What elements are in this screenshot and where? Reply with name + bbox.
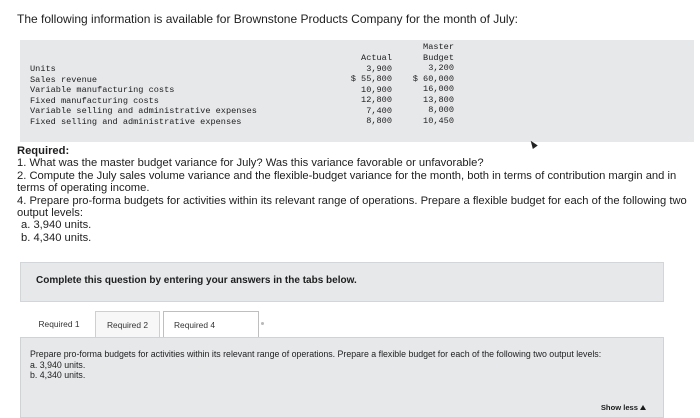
- row-label-variable-selling: Variable selling and administrative expenses: [30, 106, 257, 116]
- budget-column: [413, 42, 454, 126]
- required-heading: Required:: [17, 145, 70, 157]
- required-item-2: 2. Compute the July sales volume variance and the flexible-budget variance for the month, both in terms of contribution margin and in terms of operating income.: [17, 169, 677, 195]
- row-label-sales-revenue: Sales revenue: [30, 74, 98, 85]
- actual-fixed-selling: 8,800: [366, 116, 392, 126]
- actual-units: 3,900: [366, 63, 392, 74]
- required-item-a: a. 3,940 units.: [21, 219, 92, 232]
- actual-column: [351, 53, 392, 127]
- actual-header: Actual: [361, 53, 392, 63]
- content-instructions: Prepare pro-forma budgets for activities within its relevant range of operations. Prepare a flexible budget for each of the following two output levels:: [30, 349, 602, 359]
- tab-content-panel: [20, 337, 664, 418]
- actual-sales-revenue: $ 55,800: [350, 74, 392, 84]
- budget-variable-selling: 8,000: [428, 105, 454, 115]
- actual-variable-manufacturing: 10,900: [361, 84, 392, 95]
- content-item-b: b. 4,340 units.: [30, 370, 86, 381]
- required-item-b: b. 4,340 units.: [21, 231, 92, 244]
- row-label-variable-manufacturing: Variable manufacturing costs: [30, 85, 175, 95]
- instructions-text: Complete this question by entering your answers in the tabs below.: [36, 275, 357, 286]
- data-table: [20, 40, 694, 142]
- row-label-units: Units: [30, 64, 56, 74]
- instructions-banner: [20, 262, 664, 302]
- budget-fixed-manufacturing: 13,800: [423, 94, 454, 105]
- tab-content-text: [30, 349, 630, 381]
- tab-required-2[interactable]: Required 2: [95, 311, 160, 337]
- actual-variable-selling: 7,400: [366, 105, 392, 116]
- caret-up-icon: [640, 405, 646, 410]
- show-less-button[interactable]: [601, 403, 646, 414]
- required-item-1: 1. What was the master budget variance for July? Was this variance favorable or unfavorable?: [17, 157, 484, 170]
- budget-header-line2: Budget: [423, 52, 454, 63]
- budget-variable-manufacturing: 16,000: [423, 84, 454, 94]
- tab-divider-dot: [261, 322, 264, 325]
- budget-sales-revenue: $ 60,000: [412, 73, 454, 84]
- row-label-fixed-selling: Fixed selling and administrative expenses: [30, 116, 242, 127]
- actual-fixed-manufacturing: 12,800: [361, 95, 392, 105]
- row-labels: [30, 64, 257, 127]
- content-item-a: a. 3,940 units.: [30, 359, 86, 370]
- budget-fixed-selling: 10,450: [423, 115, 454, 126]
- required-item-4: 4. Prepare pro-forma budgets for activities within its relevant range of operations. Prepare a flexible budget for each of the following two output levels:: [17, 194, 687, 220]
- tab-required-4[interactable]: Required 4: [163, 311, 259, 337]
- row-label-fixed-manufacturing: Fixed manufacturing costs: [30, 95, 159, 106]
- budget-header-line1: Master: [423, 42, 454, 52]
- intro-text: The following information is available for Brownstone Products Company for the month of July:: [17, 12, 518, 26]
- tab-required-1[interactable]: Required 1: [38, 319, 80, 329]
- required-section: [17, 145, 697, 244]
- budget-units: 3,200: [428, 63, 454, 73]
- show-less-label: Show less: [600, 403, 638, 412]
